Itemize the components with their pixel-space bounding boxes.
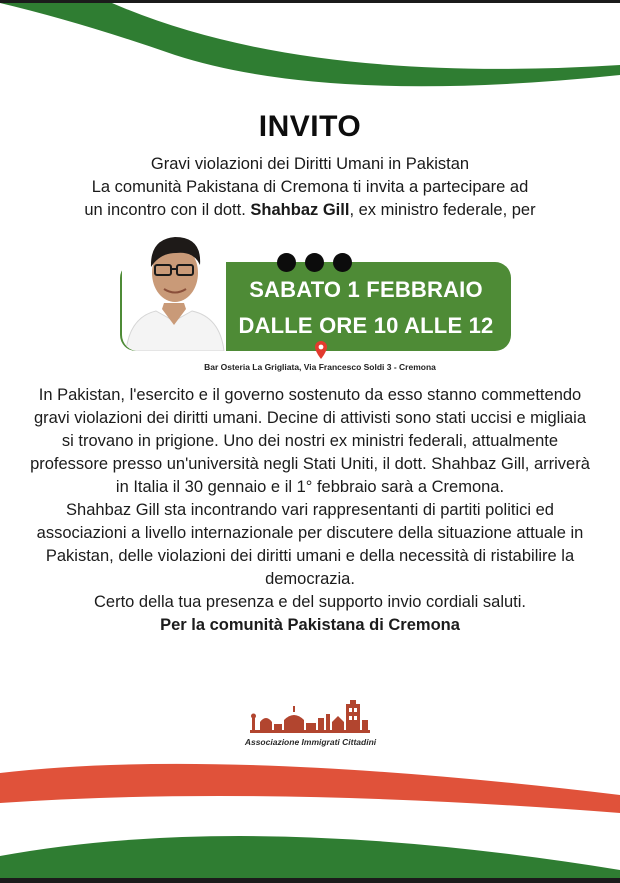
- decorative-dots: [277, 253, 352, 273]
- body-text: [30, 384, 590, 637]
- event-date: SABATO 1 FEBBRAIO: [249, 277, 483, 302]
- intro-line-3-end: , ex ministro federale, per: [349, 201, 536, 219]
- location-pin-icon: [315, 341, 327, 359]
- event-time: DALLE ORE 10 ALLE 12: [238, 313, 494, 338]
- intro-subtitle: Gravi violazioni dei Diritti Umani in Pakistan: [150, 155, 470, 173]
- speaker-photo: [122, 225, 226, 351]
- dot-1: [277, 253, 296, 272]
- association-logo-icon: [230, 696, 395, 756]
- top-green-swoosh: [0, 0, 620, 95]
- dot-2: [305, 253, 324, 272]
- signature: Per la comunità Pakistana di Cremona: [160, 616, 460, 634]
- invitation-title: INVITO: [258, 110, 362, 143]
- body-paragraph-3: Certo della tua presenza e del supporto invio cordiali saluti.: [94, 593, 526, 611]
- speaker-name: Shahbaz Gill: [250, 201, 350, 219]
- body-paragraph-1: In Pakistan, l'esercito e il governo sostenuto da esso stanno commettendo gravi violazioni dei diritti umani. Decine di attivisti sono stati uccisi e migliaia si trovano in prigione. Uno dei nostri ex ministri federali, attualmente professore presso un'università negli Stati Uniti, il dott. Shahbaz Gill, arriverà in Italia il 30 gennaio e il 1° febbraio sarà a Cremona.: [30, 386, 590, 496]
- intro-line-3: [30, 199, 590, 222]
- dot-3: [333, 253, 352, 272]
- bottom-border: [0, 878, 620, 883]
- logo-caption: Associazione Immigrati Cittadini: [244, 737, 377, 747]
- intro-line-2: La comunità Pakistana di Cremona ti invita a partecipare ad: [91, 178, 529, 196]
- intro-text: [30, 153, 590, 222]
- event-address: Bar Osteria La Grigliata, Via Francesco Soldi 3 - Cremona: [204, 362, 436, 372]
- body-paragraph-2: Shahbaz Gill sta incontrando vari rappresentanti di partiti politici ed associazioni a livello internazionale per discutere della situazione attuale in Pakistan, delle violazioni dei diritti umani e della necessità di ristabilire la democrazia.: [36, 501, 584, 588]
- bottom-green-swoosh: [0, 818, 620, 883]
- intro-line-3-start: un incontro con il dott.: [84, 201, 246, 219]
